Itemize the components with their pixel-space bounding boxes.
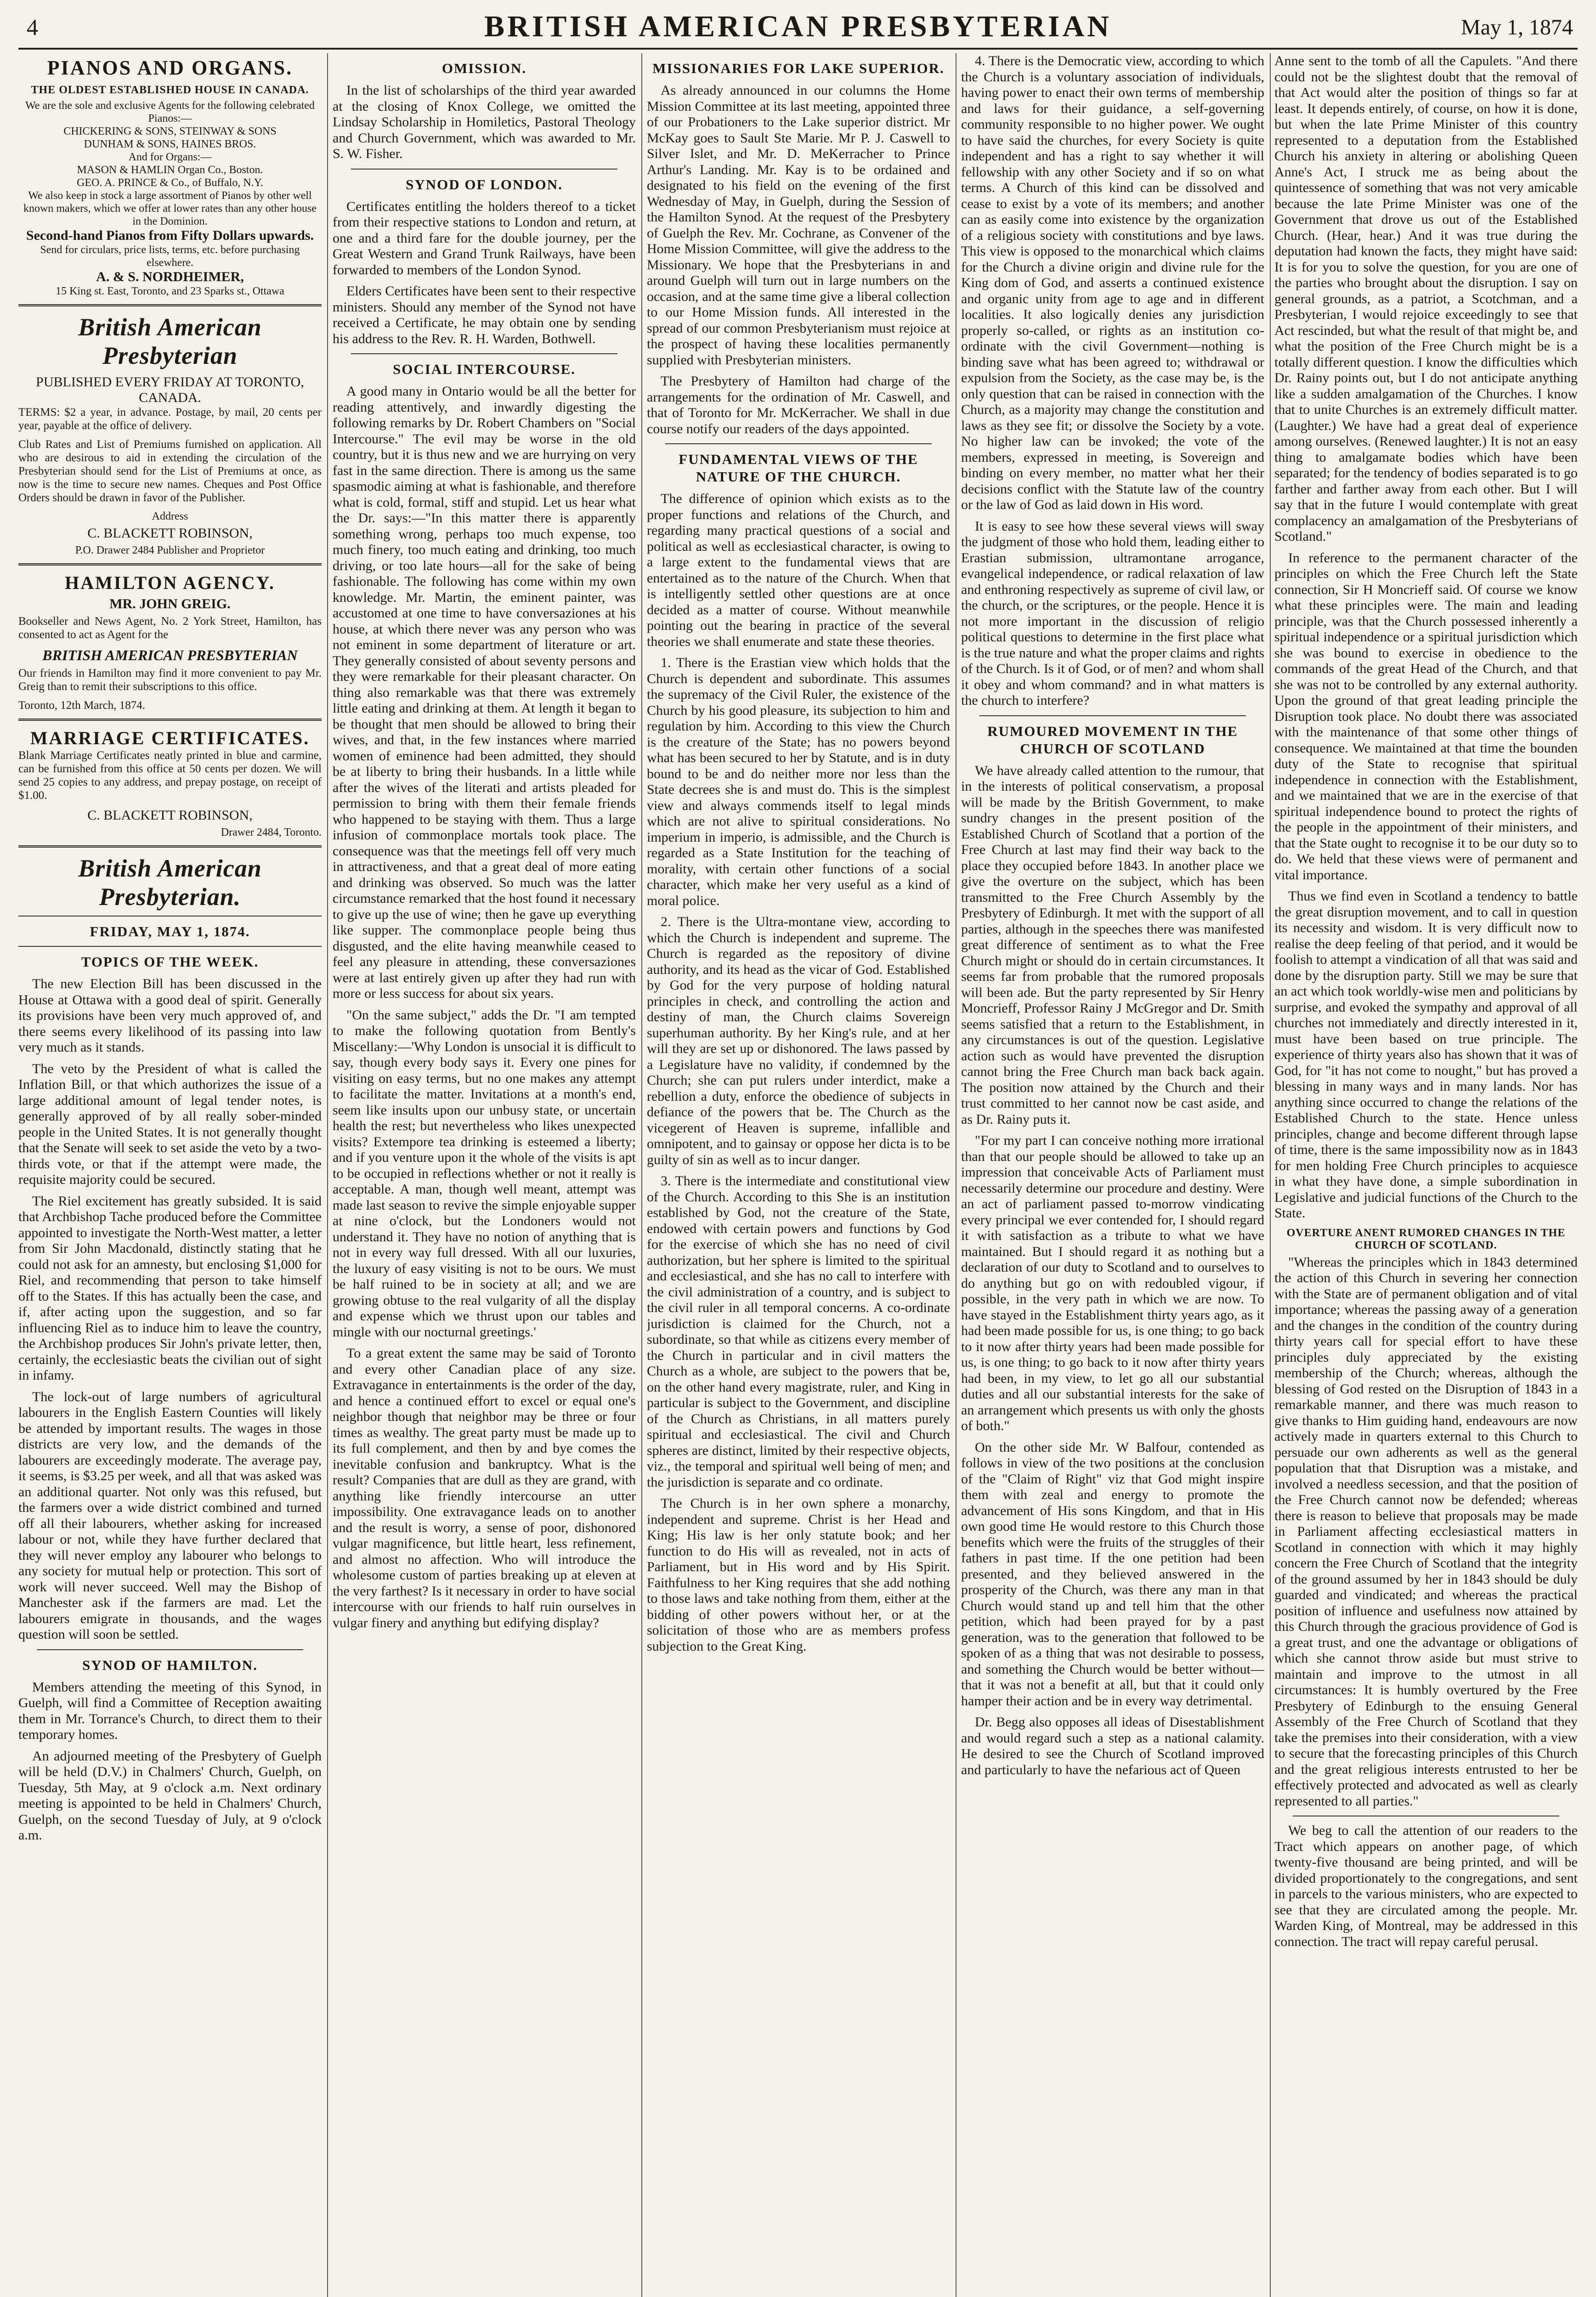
masthead xyxy=(18,9,1578,50)
column-5 xyxy=(1274,53,1578,2297)
greig-more-notice xyxy=(18,667,322,712)
omission-paragraph: In the list of scholarships of the third year awarded at the closing of Knox College, we omitted the Lindsay Scholarship in Homiletics, Pastoral Theology and Church Government, which was awarded to Mr. S. W. Fisher. xyxy=(333,83,636,161)
divider xyxy=(979,715,1246,716)
organs-line: And for Organs:— xyxy=(128,151,212,163)
pianos-ad xyxy=(18,56,322,298)
nordheimer-name: A. & S. NORDHEIMER, xyxy=(96,269,244,284)
social-heading: SOCIAL INTERCOURSE. xyxy=(392,361,576,377)
greig-line: Bookseller and News Agent, No. 2 York Street, Hamilton, has consented to act as Agent for the xyxy=(18,615,322,641)
column-rule xyxy=(1270,53,1271,2297)
club-rates-text: Club Rates and List of Premiums furnished on application. All who are desirous to aid in extending the circulation of the Presbyterian should send for the List of Premiums at once, as now is the time to secure new names. Cheques and Post Office Orders should be drawn in favor of the Publisher. xyxy=(18,438,322,504)
column-3 xyxy=(647,53,950,2297)
pianos-heading: PIANOS AND ORGANS. xyxy=(47,57,293,79)
topics-paragraph: The new Election Bill has been discussed in the House at Ottawa with a good deal of spirit. Generally its provisions have been very much approved of, and there seems every likelihood of its passing into law very much as it stands. xyxy=(18,976,322,1055)
terms-text: TERMS: $2 a year, in advance. Postage, by mail, 20 cents per year, payable at the office of delivery. xyxy=(18,406,322,432)
publisher-address: P.O. Drawer 2484 Publisher and Proprietor xyxy=(75,544,265,556)
marriage-heading: MARRIAGE CERTIFICATES. xyxy=(30,728,310,748)
greig-notice xyxy=(18,615,322,641)
social-paragraph: "On the same subject," adds the Dr. "I am tempted to make the following quotation from Bently's Miscellany:—'Why London is unsocial it is difficult to say, though every body says it. Every one pines for visiting on easy terms, but no one makes any attempt to facilitate the matter. Invitations at a month's end, seem like insults upon our unbusy state, or uncertain health the rest; but nevertheless who likes unexpected visits? Extempore tea drinking is esteemed a liberty; and if you venture upon it the whole of the visits is apt to be occupied in reflections whether or not it really is acceptable. A man, though well meant, attempt was made last season to revive the simple enjoyable supper at nine o'clock, but the Londoners would not understand it. They have no notion of anything that is not in every way full dressed. With all our luxuries, the luxury of easy visiting is not to be ours. We must be half ruined to be in society at all; and we are growing obtuse to the real vulgarity of all the display and expense which we thrust upon our tables and mingle with our nocturnal greetings.' xyxy=(333,1007,636,1340)
queen-anne-paragraph: Anne sent to the tomb of all the Capulets. "And there could not be the slightest doubt that the removal of that Act would alter the position of things so far at least. It depends entirely, of course, on how it is done, but when the late Prime Minister of this country represented to a deputation from the Established Church his anxiety in altering or abolishing Queen Anne's Act, I struck me as being about the quintessence of something that was not very amicable because the late Prime Minister was one of the Government that drove us out of the Established Church. (Hear, hear.) And it was true during the deputation had known the facts, they might have said: It is for you to solve the question, for you are one of the parties who brought about the disruption. I say on general grounds, as a patriot, a Scotchman, and a Presbyterian, I would rejoice exceedingly to see that Act rescinded, but what the result of that might be, and what the position of the Free Church might be is a totally different question. I know the difficulties which Dr. Rainy points out, but I do not anticipate anything like a sudden amalgamation of the Churches. I know that to unite Churches is an extremely difficult matter. (Laughter.) We have had a great deal of experience among ourselves. (Renewed laughter.) It is not an easy thing to amalgamate bodies which have been separated; for the tendency of bodies separated is to go farther and farther away from each other. But I will say that in the future I would contemplate with great complacency an amalgamation of the Presbyterians of Scotland." xyxy=(1274,53,1578,544)
greig-name: MR. JOHN GREIG. xyxy=(109,596,231,611)
balfour-paragraph: On the other side Mr. W Balfour, contended as follows in view of the two positions at the conclusion of the "Claim of Right" viz that God might inspire them with zeal and energy to promote the advancement of His sons Kingdom, and that in His own good time He would restore to this Church those benefits which were the fruits of the struggles of their fathers in past time. If the one petition had been presented, and they believed answered in the prosperity of the Church, was there any man in that Church would stand up and tell him that the other petition, which had been prayed for by a past generation, was to the generation that followed to be spoken of as a thing that was not desirable to possess, and something the Church would be better without—that it was not a benefit at all, but that it could only hamper their action and be in every way detrimental. xyxy=(961,1439,1264,1709)
friday-date: FRIDAY, MAY 1, 1874. xyxy=(90,923,250,939)
democratic-paragraph: 4. There is the Democratic view, according to which the Church is a voluntary association of individuals, having power to enact their own terms of membership and laws for their guidance, a self-governing community responsible to no higher power. We ought to have said the churches, for every Society is quite independent and has a right to say whether it will fellowship with any other Society and if so on what terms. A Church of this kind can be dissolved and cease to exist by a vote of its members; and another can as easily come into existence by the organization of a religious society with constitutions and bye laws. This view is opposed to the monarchical which claims for the Church a divine origin and divine rule for the King dom of God, and asserts a continued existence and organic unity from age to age and in different localities. It also logically denies any jurisdiction properly so-called, or rights as an institution co-ordinate with the civil Government—nothing is binding save what has been agreed to; withdrawal or expulsion from the Society, as the case may be, is the only question that can be raised in connection with the Church, as a majority may change the constitution and laws as they see fit; or dissolve the Society by a vote. No higher law can be invoked; the vote of the members, expressed in meeting, is Sovereign and binding on every member, no matter what her their decisions conflict with the Statute law of the country or the law of God as laid down in His word. xyxy=(961,53,1264,512)
divider xyxy=(37,1649,303,1650)
fundamental-paragraph: 3. There is the intermediate and constitutional view of the Church. According to this She is an institution established by God, not the creature of the State, endowed with certain powers and functions by God for the exercise of which she has no need of civil authorization, but her sphere is limited to the spiritual and ecclesiastical, and she has no call to interfere with the civil administration of a country, and is subject to the civil ruler in all temporal concerns. A co-ordinate jurisdiction is claimed for the Church, not a subordinate, so that while as citizens every member of the Church in particular and in civil matters the Church as a whole, are subject to the powers that be, on the other hand every magistrate, ruler, and King in particular is subject to the Government, and discipline of the Church as Christians, in all matters purely spiritual and ecclesiastical. The civil and Church spheres are distinct, limited by their respective objects, viz., the temporal and spiritual well being of men; and the jurisdiction is separate and co ordinate. xyxy=(647,1173,950,1490)
views-paragraph: It is easy to see how these several views will sway the judgment of those who hold them, leading either to Erastian submission, ultramontane arrogance, evangelical independence, or radical relaxation of law and enthroning respectively as supreme of civil law, or the church, or the scriptures, or the people. Hence it is not more important in the discussion of religio political questions to determine in the first place what is the true nature and what the proper claims and rights of the Church. Is it of God, or of men? and whom shall it obey and whom command? and in what matters is the church to interfere? xyxy=(961,518,1264,708)
publisher-name: C. BLACKETT ROBINSON, xyxy=(87,526,253,541)
topics-heading: TOPICS OF THE WEEK. xyxy=(81,954,259,970)
published-line: PUBLISHED EVERY FRIDAY AT TORONTO, CANADA. xyxy=(36,374,304,405)
paper-name-banner: British American Presbyterian xyxy=(78,313,262,369)
fundamental-paragraph: 1. There is the Erastian view which holds that the Church is dependent and subordinate. This assumes the supremacy of the Civil Ruler, the existence of the Church by his good pleasure, its subjection to him and regulation by him. According to this view the Church is the creature of the State; has no powers beyond what has been secured to her by Statute, and is in duty bound to be and do neither more nor less than the State decrees she is and must do. This is the simplest view and always commends itself to legal minds which are not alive to spiritual considerations. No imperium in imperio, is admissible, and the Church is regarded as a State Institution for the teaching of morality, with certain other functions of a social character, which make her very useful as a kind of moral police. xyxy=(647,655,950,908)
fundamental-heading: FUNDAMENTAL VIEWS OF THE NATURE OF THE CHURCH. xyxy=(679,451,918,485)
divider xyxy=(351,169,617,170)
marriage-text: Blank Marriage Certificates neatly printed in blue and carmine, can be furnished from this office at 50 cents per dozen. We will send 25 copies to any address, and prepay postage, on receipt of $1.00. xyxy=(18,749,322,802)
divider xyxy=(18,845,322,848)
topics-paragraph: The Riel excitement has greatly subsided. It is said that Archbishop Tache produced before the Committee appointed to investigate the North-West matter, a letter from Sir John Macdonald, distinctly stating that he could not ask for an amnesty, but enclosing $1,000 for Riel, and recommending that person to take himself off to the States. If this has actually been the case, and if, after acting upon the suggestion, and so far influencing Riel as to induce him to leave the country, the Archbishop produces Sir John's private letter, then, certainly, the ecclesiastic beats the civilian out of sight in infamy. xyxy=(18,1193,322,1383)
omission-heading: OMISSION. xyxy=(441,60,527,76)
column-1 xyxy=(18,53,322,2297)
marriage-notice xyxy=(18,749,322,802)
divider xyxy=(18,563,322,566)
issue-date: May 1, 1874 xyxy=(1461,15,1573,40)
columns xyxy=(18,53,1578,2297)
begg-paragraph: Dr. Begg also opposes all ideas of Disestablishment and would regard such a step as a national calamity. He desired to see the Church of Scotland improved and particularly to have the nefarious act of Queen xyxy=(961,1714,1264,1777)
hamilton-agency-heading: HAMILTON AGENCY. xyxy=(65,572,275,593)
missionaries-paragraph: As already announced in our columns the Home Mission Committee at its last meeting, appointed three of our Probationers to the Lake superior district. Mr McKay goes to Sault Ste Marie. Mr P. J. Caswell to Silver Islet, and Mr. D. MeKerracher to Prince Arthur's Landing. Mr. Kay is to be ordained and designated to his field on the evening of the first Wednesday of May, in Guelph, during the Session of the Hamilton Synod. At the request of the Presbytery of Guelph the Rev. Mr. Cochrane, as Convener of the Home Mission Committee, will give the address to the Missionary. We hope that the Presbyterians in and around Guelph will turn out in large numbers on the occasion, and at the same time give a liberal collection to our Home Mission funds. All interested in the spread of our common Presbyterianism must rejoice at the prospect of having these localities permanently supplied with Presbyterian ministers. xyxy=(647,83,950,368)
address-label: Address xyxy=(152,510,188,522)
adjourned-paragraph: An adjourned meeting of the Presbytery of Guelph will be held (D.V.) in Chalmers' Church, Guelph, on Tuesday, 5th May, at 9 o'clock a.m. Next ordinary meeting is appointed to be held in Chalmers' Church, Guelph, on the second Tuesday of July, at 9 o'clock a.m. xyxy=(18,1748,322,1843)
topics-paragraph: The veto by the President of what is called the Inflation Bill, or that which authorizes the issue of a large additional amount of legal tender notes, is generally approved of by all really sober-minded people in the United States. It is not generally thought that the Senate will seek to set aside the veto by a two-thirds vote, or that if the attempt were made, the requisite majority could be secured. xyxy=(18,1061,322,1187)
marriage-address: C. BLACKETT ROBINSON, xyxy=(87,808,253,823)
rumoured-heading: RUMOURED MOVEMENT IN THE CHURCH OF SCOTLAND xyxy=(987,723,1238,757)
rumoured-paragraph: We have already called attention to the rumour, that in the interests of political conservatism, a proposal will be made by the British Government, to make sundry changes in the present position of the Established Church of Scotland that a portion of the Free Church at last may find their way back to the place they occupied before 1843. In another place we give the overture on the subject, which has been transmitted to the Free Church Assembly by the Presbytery of Edinburgh. It met with the support of all parties, although in the speeches there was manifested great difference of sentiment as to what the Free Church might or should do in certain circumstances. It seems far from probable that the rumored proposals will been ade. But the party represented by Sir Henry Moncrieff, Professor Rainy J McGregor and Dr. Smith seems satisfied that a return to the Establishment, in any circumstances is out of the question. Legislative action such as would have prevented the disruption cannot bring the Free Church man back back again. The position now attained by the Church and their trust committed to her cannot now be cast aside, and as Dr. Rainy puts it. xyxy=(961,763,1264,1127)
bap-line: BRITISH AMERICAN PRESBYTERIAN xyxy=(42,647,298,663)
column-4 xyxy=(961,53,1264,2297)
greig-date: Toronto, 12th March, 1874. xyxy=(18,699,145,712)
second-hand-line: Second-hand Pianos from Fifty Dollars upwards. xyxy=(26,228,314,243)
hamilton-synod-paragraph: Members attending the meeting of this Synod, in Guelph, will find a Committee of Reception awaiting them in Mr. Torrance's Church, to direct them to their temporary homes. xyxy=(18,1679,322,1742)
divider xyxy=(18,719,322,721)
nordheimer-address: 15 King st. East, Toronto, and 23 Sparks st., Ottawa xyxy=(56,285,284,297)
newspaper-page xyxy=(18,9,1578,2297)
social-paragraph: A good many in Ontario would be all the better for reading attentively, and inwardly digesting the following remarks by Dr. Robert Chambers on "Social Intercourse." The evil may be worse in the old country, but it is thus new and we are hurrying on very fast in the same direction. There is among us the same spasmodic aiming at what is fashionable, and therefore what is cold, formal, stiff and stupid. Let us hear what the Dr. says:—"In this matter there is apparently something wrong, perhaps too much expense, too much finery, too much eating and drinking, too much driving, or too late hours—all for the sake of being fashionable. The following has come within my own knowledge. Mr. Martin, the eminent painter, was accustomed at one time to have conversaziones at his house, at which there never was any person who was not eminent in some department of literature or art. They generally consisted of about seventy persons and they were remarkable for their pleasant character. On thing also remarkable was that there was extremely little eating and drinking at them. At length it began to be thought that men should be allowed to bring their wives, and that, in the few instances where married women of eminence had been admitted, they should be at liberty to bring their husbands. In a little while after the wives of the literati and artists pleaded for permission to bring with them their female friends who happened to be staying with them. Thus a large infusion of commonplace mortals took place. The consequence was that the meetings fell off very much in attractiveness, and that a great deal of more eating and drinking was observed. So much was the latter circumstance remarked that the host found it necessary to give up the use of wine; then he gave up everything like supper. The commonplace people being thus disgusted, and the elite having meanwhile ceased to feel any pleasure in attending, these conversaziones were at last entirely given up after they had run with more or less success for about six years. xyxy=(333,384,636,1001)
paper-title: BRITISH AMERICAN PRESBYTERIAN xyxy=(484,10,1112,43)
divider xyxy=(18,946,322,947)
marriage-drawer: Drawer 2484, Toronto. xyxy=(221,826,322,838)
overture-heading: OVERTURE ANENT RUMORED CHANGES IN THE CHURCH OF SCOTLAND. xyxy=(1286,1227,1566,1251)
divider xyxy=(351,353,617,354)
disruption-paragraph: Thus we find even in Scotland a tendency to battle the great disruption movement, and to call in question its necessity and wisdom. It is very difficult now to realise the deep feeling of that period, and it would be foolish to attempt a vindication of all that was said and done by the disruption party. Still we may be sure that an act which took worldly-wise men and politicians by surprise, and evoked the sympathy and approval of all churches not immediately and directly interested in it, must have been based on true principle. The experience of thirty years also has shown that it was of God, for "it has not come to nought," but has proved a blessing in many ways and in many lands. Nor has anything since occurred to change the relations of the Established Church to the state. Hence unless principles, change and become different through lapse of time, there is the same impossibility now as in 1843 for men holding Free Church principles to acquiesce in what they have done, a simple subordination in Legislative and judicial functions of the Church to the State. xyxy=(1274,888,1578,1221)
oldest-house: THE OLDEST ESTABLISHED HOUSE IN CANADA. xyxy=(31,84,309,96)
circulars-line: Send for circulars, price lists, terms, etc. before purchasing elsewhere. xyxy=(40,244,300,269)
greig-more: Our friends in Hamilton may find it more convenient to pay Mr. Greig than to remit their subscriptions to this office. xyxy=(18,667,322,693)
london-paragraph: Certificates entitling the holders thereof to a ticket from their respective stations to London and return, at one and a third fare for the double journey, per the Great Western and Grand Trunk Railways, have been forwarded to members of the London Synod. xyxy=(333,198,636,277)
organs-line-2: GEO. A. PRINCE & Co., of Buffalo, N.Y. xyxy=(77,177,263,189)
divider xyxy=(665,443,932,444)
page-number: 4 xyxy=(27,14,38,40)
agents-line: We are the sole and exclusive Agents for the following celebrated Pianos:— xyxy=(25,100,315,124)
social-paragraph: To a great extent the same may be said of Toronto and every other Canadian place of any size. Extravagance in entertainments is the order of the day, and hence a continued effort to excel or equal one's neighbor though that neighbor may be three or four times as wealthy. The great party must be made up to its full complement, and then by and bye comes the inevitable confusion and bankruptcy. What is the result? Companies that are dull as they are grand, with anything like friendly intercourse an utter impossibility. One extravagance leads on to another and the result is worry, a sense of poor, dishonored vulgar magnificence, but little heart, less refinement, and almost no affection. Who will introduce the wholesome custom of parties breaking up at eleven at the very farthest? Is it necessary in order to have social intercourse with our friends to half ruin ourselves in vulgar finery and anything but edifying display? xyxy=(333,1346,636,1630)
column-rule xyxy=(327,53,328,2297)
column-rule xyxy=(641,53,642,2297)
tract-paragraph: We beg to call the attention of our readers to the Tract which appears on another page, of which twenty-five thousand are being printed, and will be divided proportionately to the congregations, and sent in parcels to the various ministers, who are expected to see that they are circulated among the people. Mr. Warden King, of Montreal, may be addressed in this connection. The tract will repay careful perusal. xyxy=(1274,1823,1578,1949)
divider xyxy=(18,916,322,917)
fundamental-paragraph: 2. There is the Ultra-montane view, according to which the Church is independent and supreme. The Church is regarded as the repository of divine authority, and its head as the vicar of God. Established by God for the very purpose of holding natural principles in check, and controlling the action and destiny of man, the Church claims Sovereign superhuman authority. By her King's rule, and at her will they are set up or dishonored. The laws passed by a Legislature have no validity, if condemned by the Church; she can put rulers under interdict, make a rebellion a duty, enforce the obedience of subjects in defiance of the powers that be. The Church as the vicegerent of Heaven is supreme, infallible and omnipotent, and to gainsay or oppose her dicta is to be guilty of sin as well as to incur danger. xyxy=(647,914,950,1167)
overture-paragraph: "Whereas the principles which in 1843 determined the action of this Church in severing her connection with the State are of permanent obligation and of vital importance; whereas the passing away of a generation and the changes in the condition of the country during thirty years call for special effort to have these principles duly appreciated by the existing membership of the Church; whereas, although the blessing of God rested on the Disruption of 1843 in a remarkable manner, and there was much reason to give thanks to Him guiding hand, endeavours are now actively made in quarters external to this Church to persuade our own adherents as well as the general population that that Disruption was a mistake, and involved a needless secession, and that the position of the Free Church cannot now be defended; whereas there is reason to believe that proposals may be made in Parliament affecting ecclesiastical matters in Scotland in connection with which it may highly concern the Free Church of Scotland that the integrity of the ground assumed by her in 1843 should be duly guarded and vindicated; and whereas the practical position of influence and usefulness now attained by this Church through the gracious providence of God is a great trust, and one the advantage or obligations of which she cannot throw aside but must strive to maintain and improve to the utmost in all circumstances: It is humbly overtured by the Free Presbytery of Edinburgh to the ensuing General Assembly of the Free Church of Scotland that they take the premises into their consideration, with a view to secure that the forecasting principles of this Church and the great religious interests entrusted to her be effectively protected and advocated as well as clearly represented to all parties." xyxy=(1274,1254,1578,1809)
paper-name-banner-2: British American Presbyterian. xyxy=(78,854,262,911)
rainy-quote-paragraph: "For my part I can conceive nothing more irrational than that our people should be allowed to take up an impression that conceivable Acts of Parliament must necessarily determine our procedure and destiny. Were an act of parliament passed to-morrow vindicating every principal we ever contended for, I should regard it with satisfaction as a tribute to what we have maintained. But I should regard it as nothing but a declaration of our duty to Scotland and to ourselves to do anything but go on with redoubled vigour, if possible, in the very path in which we are now. To have stayed in the Establishment thirty years ago, as it had been made possible for us, is one thing; to go back to it now after thirty years had been made possible for us, is one thing; to go back to it now after thirty years had been, in my view, to let go all our substantial duties and all our substantial interests for the sake of an arrangement which presents us with only the ghosts of both." xyxy=(961,1133,1264,1433)
makers-line-1: CHICKERING & SONS, STEINWAY & SONS xyxy=(63,125,277,137)
stock-line: We also keep in stock a large assortment of Pianos by other well known makers, which we offer at lower rates than any other house in the Dominion. xyxy=(23,190,317,227)
hamilton-synod-heading: SYNOD OF HAMILTON. xyxy=(82,1657,258,1673)
subscription-terms xyxy=(18,406,322,504)
fundamental-paragraph: The Church is in her own sphere a monarchy, independent and supreme. Christ is her Head and King; His law is her only statute book; and her function to do His will as revealed, not in acts of Parliament, but in His word and by His Spirit. Faithfulness to her King requires that she add nothing to those laws and take nothing from them, either at the bidding of other powers without her, or at the solicitation of those who are as members profess subjection to the Great King. xyxy=(647,1496,950,1654)
divider xyxy=(18,304,322,306)
makers-line-2: DUNHAM & SONS, HAINES BROS. xyxy=(84,138,256,150)
organs-line-1: MASON & HAMLIN Organ Co., Boston. xyxy=(77,164,263,176)
london-synod-heading: SYNOD OF LONDON. xyxy=(406,176,563,192)
moncrieff-paragraph: In reference to the permanent character of the principles on which the Free Church left the State connection, Sir H Moncrieff said. Of course we know what these principles were. The main and leading principle, was that the Church possessed inherently a spiritual independence or a spiritual jurisdiction which she was bound to exercise in obedience to the commands of the great Head of the Church, and that she was not to be controlled by any external authority. Upon the ground of that great leading principle the Disruption took place. No doubt there was associated with the maintenance of that some other things of consequence. We maintained at that time the bounden duty of the State to recognise that spiritual independence in connection with the Establishment, and we maintained that we are in the exercise of that spiritual independence bound to protect the rights of the people in the appointment of their ministers, and that the State ought to recognise it to be our duty so to do. We held that these views were of permanent and vital importance. xyxy=(1274,550,1578,883)
fundamental-paragraph: The difference of opinion which exists as to the proper functions and relations of the Church, and regarding many practical questions of a social and political as well as ecclesiastical character, is owing to a large extent to the fundamental views that are entertained as to the nature of the Church. When that is intelligently settled other questions are at once decided as a matter of course. Without meanwhile pointing out the bearing in practice of the several theories we shall enumerate and state these theories. xyxy=(647,491,950,649)
topics-paragraph: The lock-out of large numbers of agricultural labourers in the English Eastern Counties will likely be attended by important results. The wages in those districts are very low, and the demands of the labourers are exceedingly moderate. The average pay, it seems, is $3.25 per week, and all that was asked was an additional quarter. Not only was this refused, but the farmers over a wide district combined and turned off all their labourers, whether asking for increased labour or not, while they have further declared that they will never employ any labourer who belongs to any society for mutual help or protection. This sort of work will never succeed. Well may the Bishop of Manchester ask if the farmers are mad. Let the labourers emigrate in thousands, and the wages question will soon be settled. xyxy=(18,1389,322,1642)
column-2 xyxy=(333,53,636,2297)
london-paragraph: Elders Certificates have been sent to their respective ministers. Should any member of the Synod not have received a Certificate, he may obtain one by sending his address to the Rev. R. H. Warden, Bothwell. xyxy=(333,283,636,346)
missionaries-paragraph: The Presbytery of Hamilton had charge of the arrangements for the ordination of Mr. Caswell, and that of Toronto for Mr. McKerracher. We shall in due course notify our readers of the days appointed. xyxy=(647,373,950,436)
missionaries-heading: MISSIONARIES FOR LAKE SUPERIOR. xyxy=(652,60,945,76)
